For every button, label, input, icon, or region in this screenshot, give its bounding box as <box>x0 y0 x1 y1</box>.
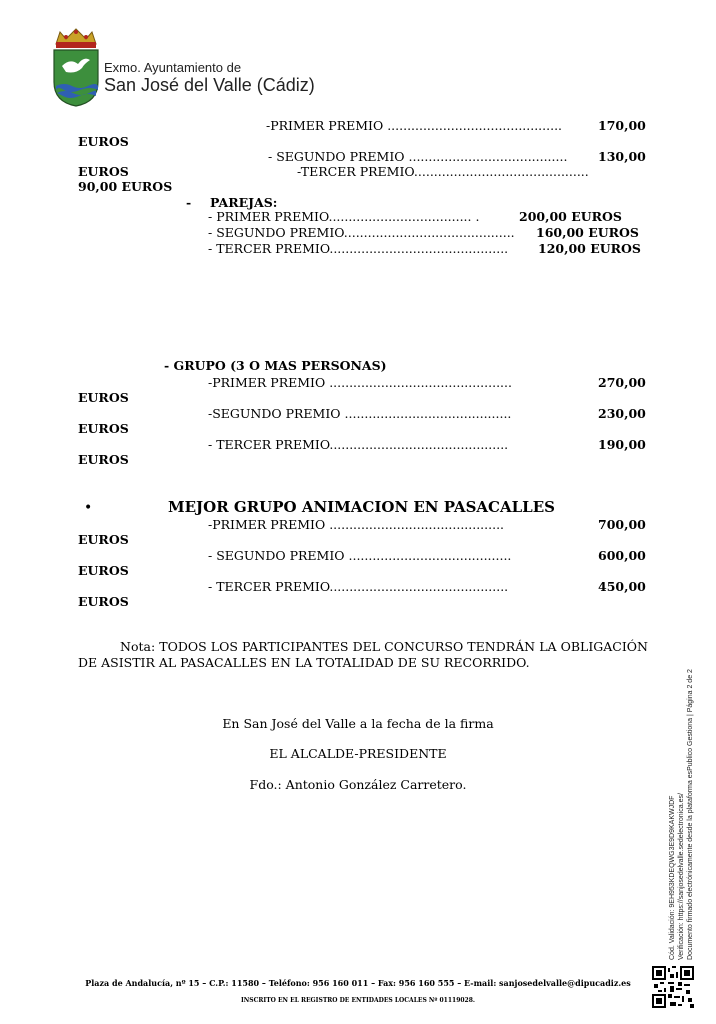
signature-role: EL ALCALDE-PRESIDENTE <box>269 746 447 761</box>
signature-place-date: En San José del Valle a la fecha de la firma <box>222 716 494 731</box>
org-name-line1: Exmo. Ayuntamiento de <box>104 60 242 75</box>
individual-third-amount: 90,00 EUROS <box>78 179 173 194</box>
parejas-second-label: - SEGUNDO PREMIO........................................... <box>208 225 515 240</box>
validation-code: Cód. Validación: 9EH953KDEQWG3E9D9KAKWJDF <box>669 795 676 960</box>
animacion-second-unit: EUROS <box>78 563 129 578</box>
org-name-line2: San José del Valle (Cádiz) <box>104 75 315 95</box>
parejas-third-label: - TERCER PREMIO............................................. <box>208 241 509 256</box>
animacion-first-amount: 700,00 <box>598 517 646 532</box>
animacion-second-amount: 600,00 <box>598 548 646 563</box>
participation-note: Nota: TODOS LOS PARTICIPANTES DEL CONCURSO TENDRÁN LA OBLIGACIÓN DE ASISTIR AL PASACALLES EN LA TOTALIDAD DE SU RECORRIDO. <box>78 639 648 670</box>
validation-side-text <box>668 620 695 960</box>
signature-platform-note: Documento firmado electrónicamente desde la plataforma esPublico Gestiona | Página 2 de 2 <box>687 669 694 960</box>
signature-signed-by: Fdo.: Antonio González Carretero. <box>249 777 467 792</box>
grupo-first-label: -PRIMER PREMIO .............................................. <box>208 375 512 390</box>
animacion-first-label: -PRIMER PREMIO ............................................ <box>208 517 505 532</box>
animacion-third-label: - TERCER PREMIO............................................. <box>208 579 509 594</box>
animacion-second-label: - SEGUNDO PREMIO ......................................... <box>208 548 512 563</box>
animacion-first-unit: EUROS <box>78 532 129 547</box>
individual-third-label: -TERCER PREMIO............................................ <box>297 164 589 179</box>
individual-second-label: - SEGUNDO PREMIO ........................................ <box>268 149 568 164</box>
individual-first-label: -PRIMER PREMIO ............................................ <box>266 118 563 133</box>
grupo-third-unit: EUROS <box>78 452 129 467</box>
grupo-third-label: - TERCER PREMIO............................................. <box>208 437 509 452</box>
parejas-title: PAREJAS: <box>210 195 278 210</box>
grupo-third-amount: 190,00 <box>598 437 646 452</box>
animacion-title: MEJOR GRUPO ANIMACION EN PASACALLES <box>168 498 555 516</box>
individual-first-unit: EUROS <box>78 134 129 149</box>
municipal-crest-logo <box>50 26 102 108</box>
parejas-dash: - <box>186 195 192 210</box>
grupo-first-amount: 270,00 <box>598 375 646 390</box>
grupo-second-unit: EUROS <box>78 421 129 436</box>
verification-url[interactable]: Verificación: https://sanjosedelvalle.sedelectronica.es/ <box>678 793 685 960</box>
footer-registry: INSCRITO EN EL REGISTRO DE ENTIDADES LOCALES Nº 01119028. <box>241 997 475 1004</box>
animacion-third-unit: EUROS <box>78 594 129 609</box>
footer-address: Plaza de Andalucía, nº 15 – C.P.: 11580 – Teléfono: 956 160 011 – Fax: 956 160 555 – E-mail: sanjosedelvalle@dipucadiz.es <box>85 978 631 988</box>
parejas-first-amount: 200,00 EUROS <box>519 209 622 224</box>
individual-first-amount: 170,00 <box>598 118 646 133</box>
parejas-first-label: - PRIMER PREMIO.................................... . <box>208 209 480 224</box>
parejas-third-amount: 120,00 EUROS <box>538 241 641 256</box>
animacion-bullet: • <box>84 500 93 516</box>
individual-second-amount: 130,00 <box>598 149 646 164</box>
individual-second-unit: EUROS <box>78 164 129 179</box>
grupo-second-label: -SEGUNDO PREMIO .......................................... <box>208 406 512 421</box>
grupo-title: - GRUPO (3 O MAS PERSONAS) <box>164 358 387 373</box>
parejas-second-amount: 160,00 EUROS <box>536 225 639 240</box>
grupo-second-amount: 230,00 <box>598 406 646 421</box>
grupo-first-unit: EUROS <box>78 390 129 405</box>
animacion-third-amount: 450,00 <box>598 579 646 594</box>
